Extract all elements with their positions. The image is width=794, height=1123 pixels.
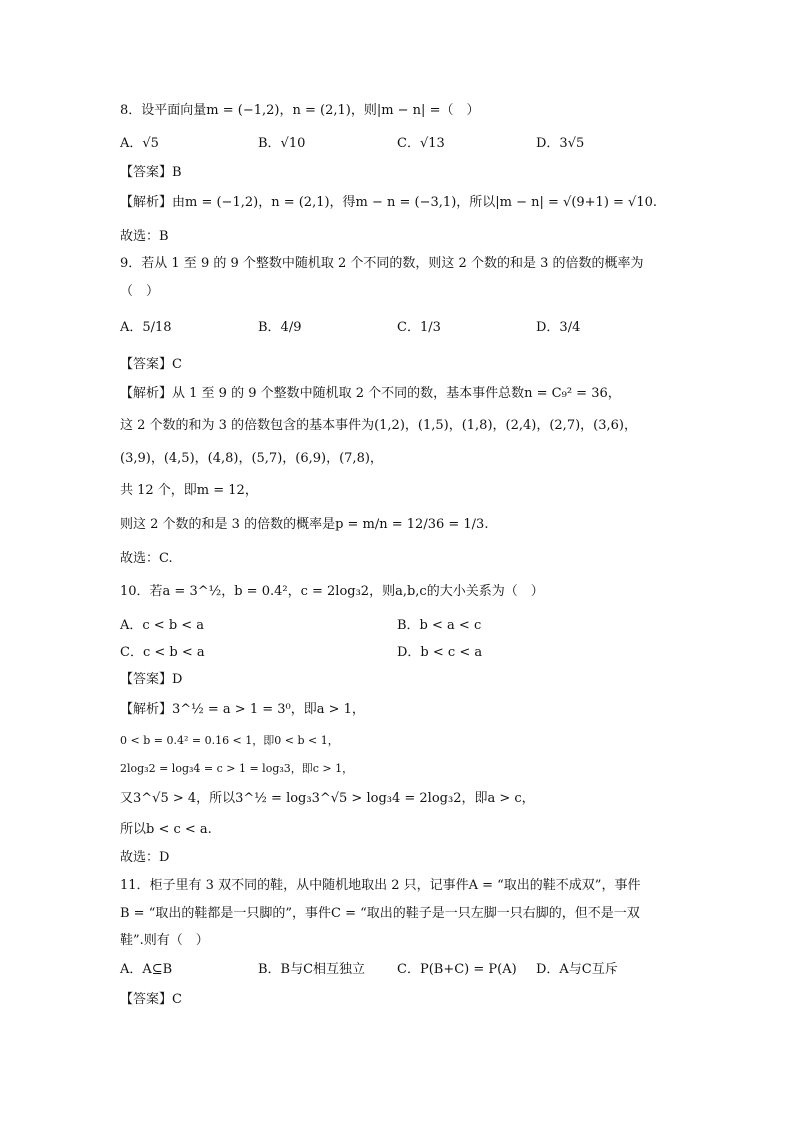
- q8-stem: 8．设平面向量m = (−1,2)，n = (2,1)，则|m − n| =（ ）: [120, 103, 480, 118]
- q9-answer: 【答案】C: [120, 357, 182, 372]
- q9-option-c: C．1/3: [397, 320, 441, 335]
- q10-analysis-line5: 所以b < c < a.: [120, 822, 212, 837]
- q8-option-d: D．3√5: [536, 136, 585, 151]
- q8-option-c: C．√13: [397, 136, 445, 151]
- q11-answer: 【答案】C: [120, 992, 182, 1007]
- q10-analysis-line3: 2log₃2 = log₃4 = c > 1 = log₃3，即c > 1，: [120, 762, 354, 775]
- q9-analysis-line2: 这 2 个数的和为 3 的倍数包含的基本事件为(1,2)，(1,5)，(1,8)，(2,4)，(2,7)，(3,6)，: [120, 418, 637, 433]
- q10-stem: 10．若a = 3^½，b = 0.4²，c = 2log₃2，则a,b,c的大小关系为（ ）: [120, 584, 544, 599]
- q9-conclusion: 故选：C.: [120, 551, 173, 566]
- q10-option-a: A．c < b < a: [120, 618, 205, 633]
- q9-option-a: A．5/18: [120, 320, 172, 335]
- q10-analysis-line1: 【解析】3^½ = a > 1 = 3⁰，即a > 1，: [120, 702, 365, 717]
- q8-option-a: A．√5: [120, 136, 159, 151]
- q9-analysis-line4: 共 12 个，即m = 12，: [120, 483, 258, 498]
- q10-conclusion: 故选：D: [120, 850, 170, 865]
- q11-option-a: A．A⊆B: [120, 962, 173, 977]
- q11-stem-line3: 鞋”.则有（ ）: [120, 933, 209, 948]
- q11-option-d: D．A与C互斥: [536, 962, 618, 977]
- q11-stem-line1: 11．柜子里有 3 双不同的鞋，从中随机地取出 2 只，记事件A = “取出的鞋不成双”，事件: [120, 878, 641, 893]
- q8-answer: 【答案】B: [120, 165, 182, 180]
- q10-analysis-line2: 0 < b = 0.4² = 0.16 < 1，即0 < b < 1，: [120, 734, 339, 747]
- q8-option-b: B．√10: [258, 136, 306, 151]
- q9-analysis-line5: 则这 2 个数的和是 3 的倍数的概率是p = m/n = 12/36 = 1/3.: [120, 517, 489, 532]
- q9-stem-line2: （ ）: [120, 284, 160, 299]
- q11-stem-line2: B = “取出的鞋都是一只脚的”，事件C = “取出的鞋子是一只左脚一只右脚的，但不是一双: [120, 906, 640, 921]
- q10-option-d: D．b < c < a: [397, 645, 483, 660]
- q10-option-b: B．b < a < c: [397, 618, 482, 633]
- q9-analysis-line1: 【解析】从 1 至 9 的 9 个整数中随机取 2 个不同的数，基本事件总数n = C₉² = 36，: [120, 386, 621, 401]
- q11-option-c: C．P(B+C) = P(A): [397, 962, 517, 977]
- q8-analysis: 【解析】由m = (−1,2)，n = (2,1)，得m − n = (−3,1)，所以|m − n| = √(9+1) = √10.: [120, 195, 658, 210]
- q11-option-b: B．B与C相互独立: [258, 962, 366, 977]
- q9-option-b: B．4/9: [258, 320, 302, 335]
- q9-stem-line1: 9．若从 1 至 9 的 9 个整数中随机取 2 个不同的数，则这 2 个数的和是 3 的倍数的概率为: [120, 256, 644, 271]
- q10-analysis-line4: 又3^√5 > 4，所以3^½ = log₃3^√5 > log₃4 = 2log₃2，即a > c，: [120, 791, 535, 806]
- q10-answer: 【答案】D: [120, 672, 183, 687]
- q9-option-d: D．3/4: [536, 320, 581, 335]
- q10-option-c: C．c < b < a: [120, 645, 205, 660]
- q9-analysis-line3: (3,9)，(4,5)，(4,8)，(5,7)，(6,9)，(7,8)，: [120, 451, 383, 466]
- q8-conclusion: 故选：B: [120, 229, 169, 244]
